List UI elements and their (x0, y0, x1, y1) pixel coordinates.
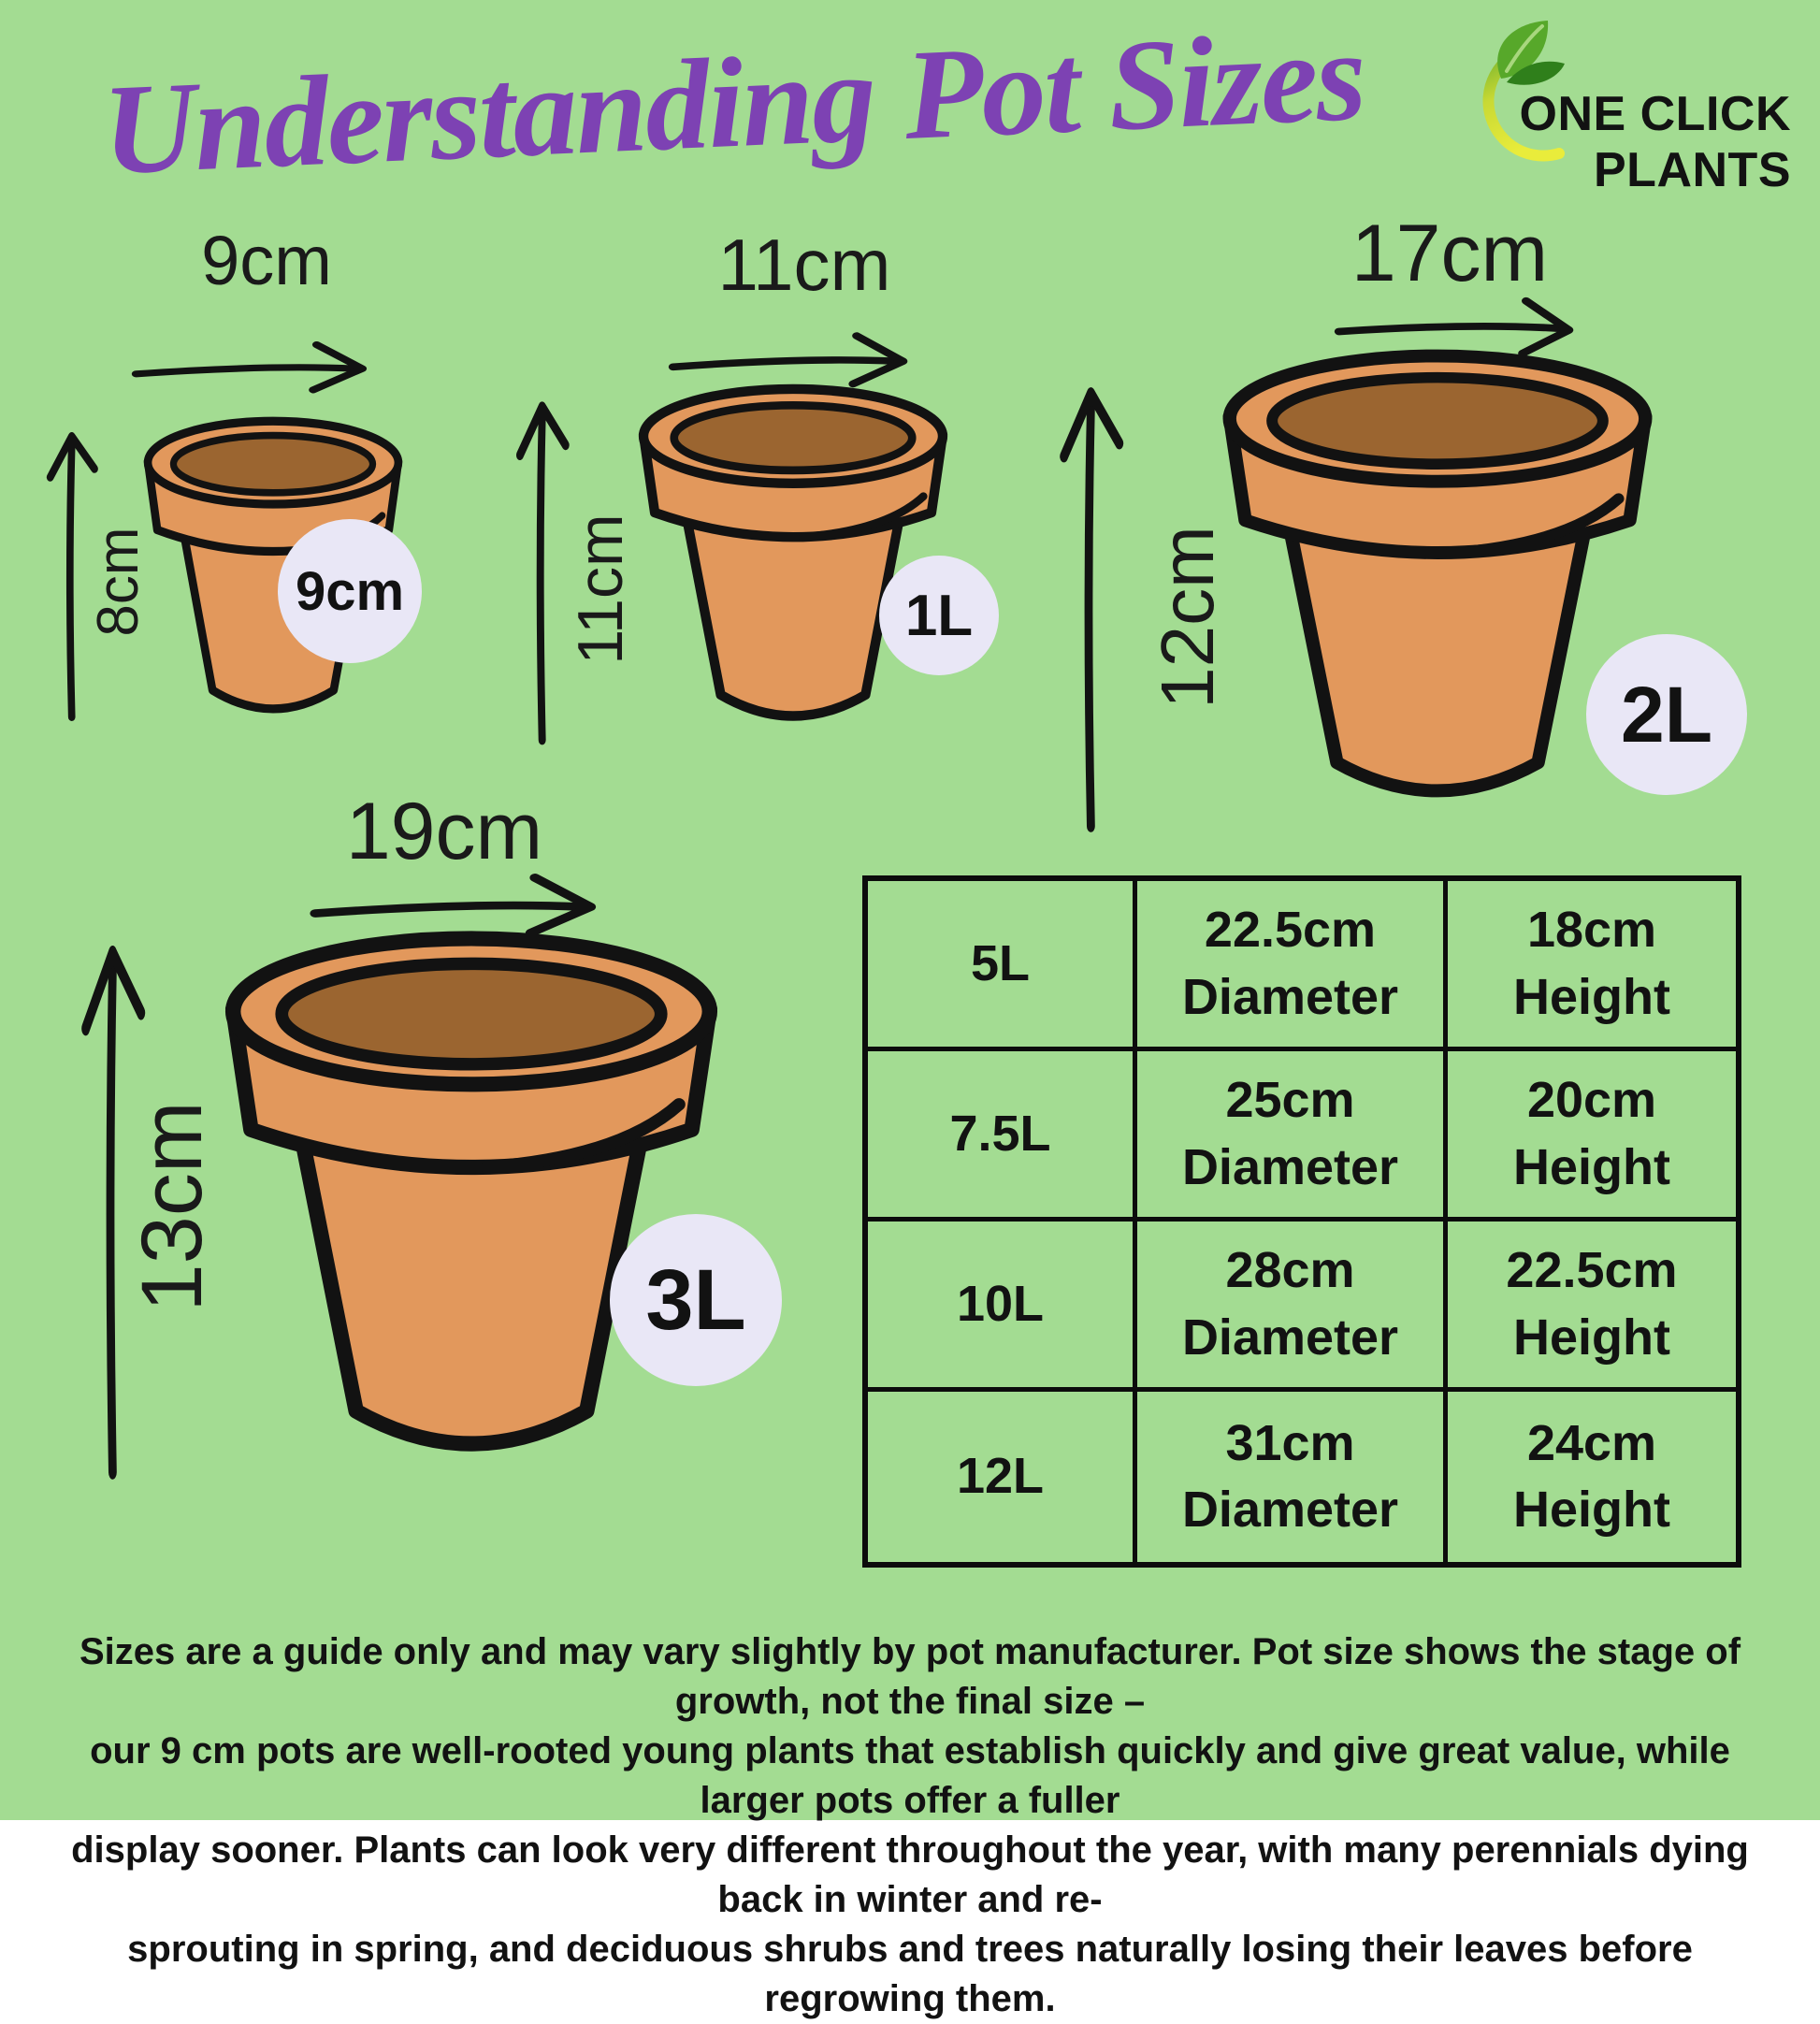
volume-cell: 5L (868, 881, 1137, 1047)
footer-line: Sizes are a guide only and may vary slightly by pot manufacturer. Pot size shows the stage of growth, not the final size – (79, 1631, 1741, 1722)
pot4-height-label: 13cm (124, 1101, 220, 1312)
pot3-volume-badge: 2L (1586, 634, 1747, 795)
height-cell (1448, 881, 1736, 1047)
diameter-label: Diameter (1181, 968, 1399, 1025)
pot3-height-arrow-icon (1055, 369, 1130, 837)
diameter-value: 31cm (1225, 1414, 1355, 1471)
diameter-label: Diameter (1181, 1138, 1399, 1195)
volume-cell: 10L (868, 1222, 1137, 1387)
height-value: 22.5cm (1506, 1242, 1678, 1299)
height-label: Height (1513, 1308, 1670, 1366)
diameter-label: Diameter (1181, 1308, 1399, 1366)
pot-size-table (862, 875, 1741, 1568)
pot2-illustration (632, 376, 954, 750)
footer-line: our 9 cm pots are well-rooted young plants that establish quickly and give great value, while larger pots offer a fuller (90, 1730, 1730, 1821)
pot1-height-label: 8cm (86, 527, 151, 637)
table-row (868, 881, 1736, 1051)
pot3-illustration (1214, 339, 1661, 836)
volume-cell: 7.5L (868, 1051, 1137, 1217)
diameter-value: 28cm (1225, 1242, 1355, 1299)
diameter-value: 22.5cm (1204, 902, 1377, 959)
brand-logo (1473, 15, 1796, 197)
diameter-label: Diameter (1181, 1482, 1399, 1538)
volume-cell: 12L (868, 1392, 1137, 1562)
brand-name-line2: PLANTS (1594, 143, 1791, 197)
height-label: Height (1513, 968, 1670, 1025)
pot2-width-label: 11cm (717, 224, 891, 306)
height-label: Height (1513, 1138, 1670, 1195)
diameter-cell (1137, 1051, 1448, 1217)
pot3-width-label: 17cm (1351, 209, 1549, 298)
footer-line: display sooner. Plants can look very different throughout the year, with many perennials dying back in winter and re- (71, 1829, 1749, 1920)
pot4-illustration (215, 918, 728, 1496)
height-value: 24cm (1526, 1414, 1657, 1471)
pot2-volume-badge: 1L (879, 556, 999, 675)
table-row (868, 1222, 1736, 1392)
height-value: 18cm (1526, 902, 1657, 959)
footer-line: sprouting in spring, and deciduous shrubs and trees naturally losing their leaves before regrowing them. (127, 1929, 1693, 2019)
diameter-cell (1137, 1222, 1448, 1387)
diameter-cell (1137, 1392, 1448, 1562)
pot4-volume-badge: 3L (610, 1214, 782, 1386)
pot3-height-label: 12cm (1146, 526, 1229, 709)
height-cell (1448, 1222, 1736, 1387)
height-label: Height (1513, 1482, 1670, 1538)
brand-name-line1: ONE CLICK (1519, 87, 1791, 141)
height-cell (1448, 1051, 1736, 1217)
pot1-width-arrow-icon (129, 337, 410, 397)
table-row (868, 1392, 1736, 1562)
table-row (868, 1051, 1736, 1222)
height-value: 20cm (1526, 1072, 1657, 1129)
brand-name (1499, 86, 1791, 198)
diameter-cell (1137, 881, 1448, 1047)
footer-note (37, 1627, 1783, 2024)
height-cell (1448, 1392, 1736, 1562)
diameter-value: 25cm (1225, 1072, 1355, 1129)
page-title: Understanding Pot Sizes (99, 3, 1367, 202)
pot2-height-label: 11cm (565, 513, 636, 665)
pot1-volume-badge: 9cm (278, 519, 422, 663)
pot4-width-label: 19cm (345, 787, 543, 876)
pot1-width-label: 9cm (201, 222, 332, 299)
